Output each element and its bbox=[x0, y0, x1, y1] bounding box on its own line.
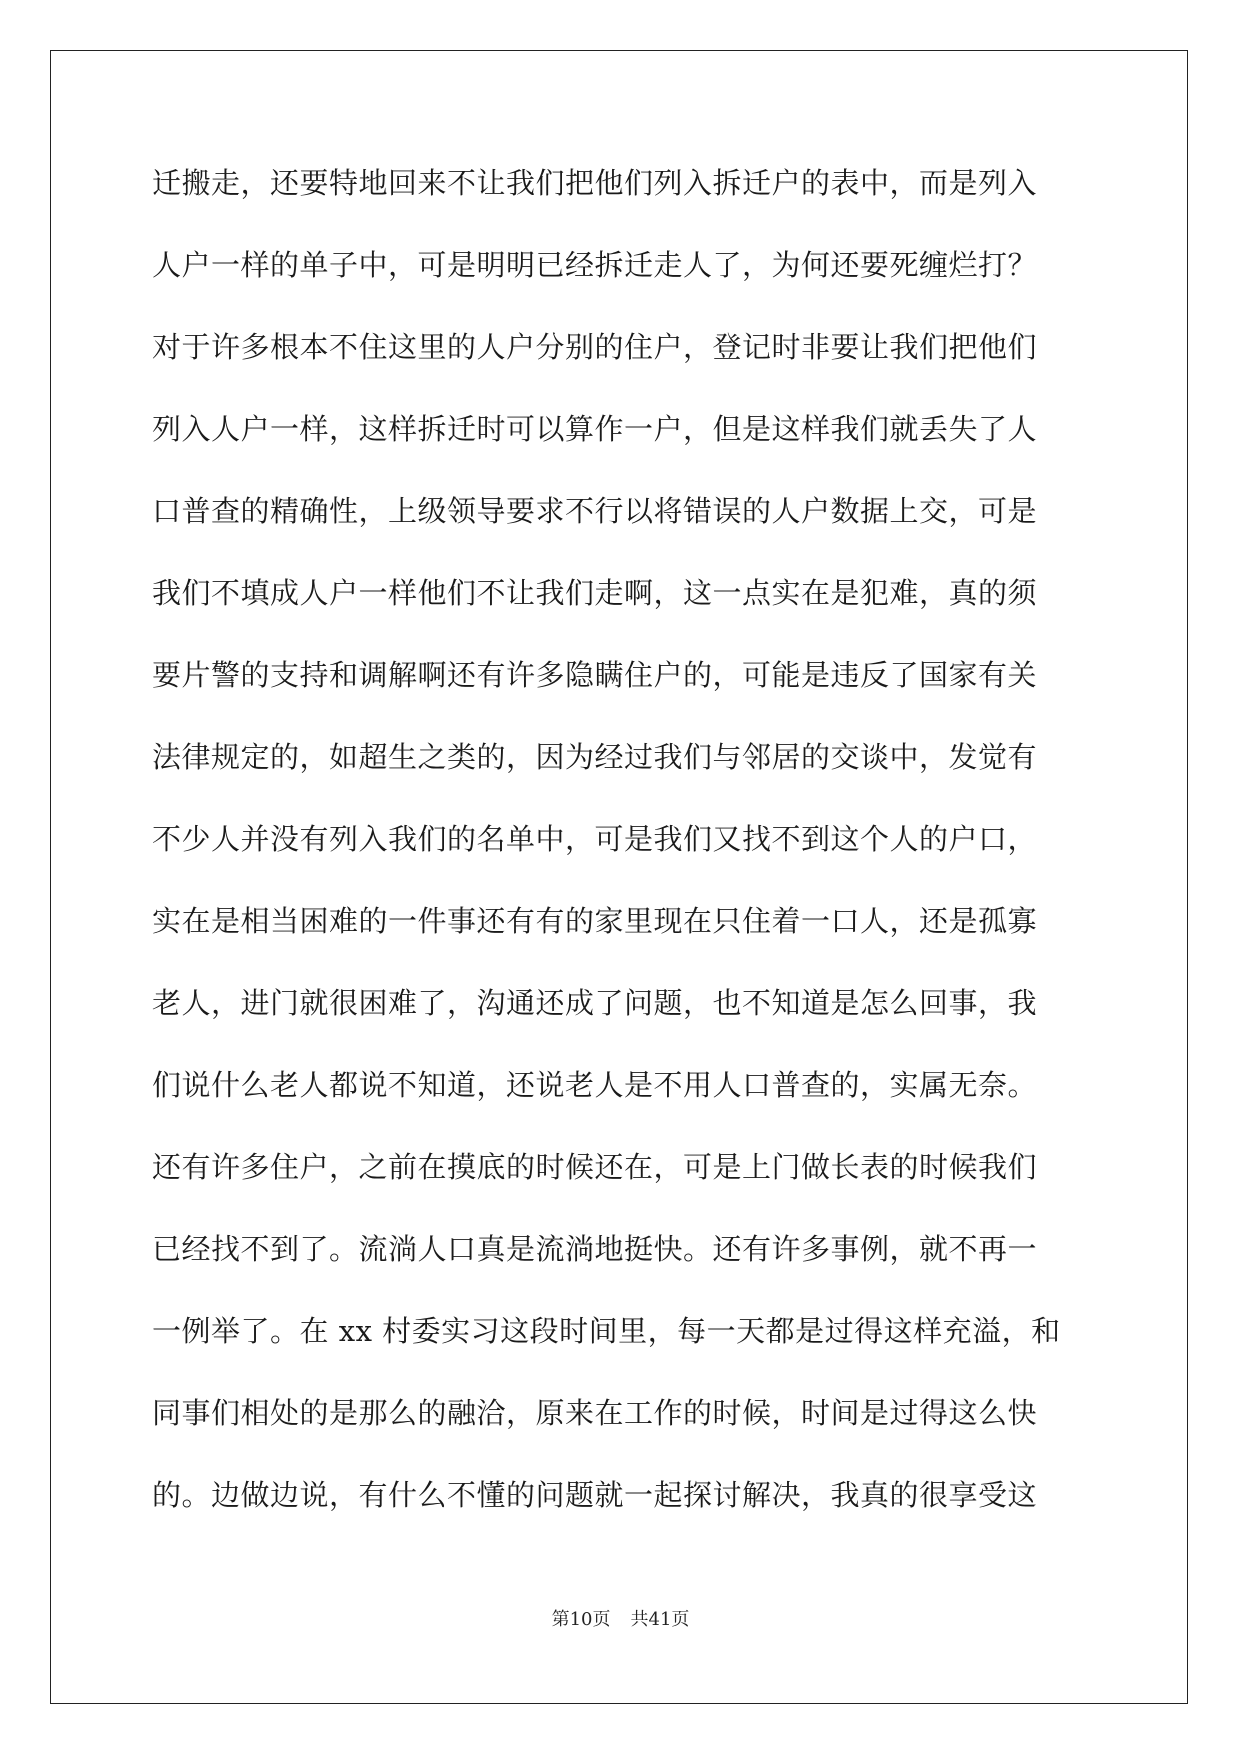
text-line: 的。边做边说，有什么不懂的问题就一起探讨解决，我真的很享受这 bbox=[152, 1478, 1038, 1512]
body-text bbox=[152, 163, 1092, 1557]
text-line: 对于许多根本不住这里的人户分别的住户，登记时非要让我们把他们 bbox=[152, 330, 1038, 364]
text-line: 法律规定的，如超生之类的，因为经过我们与邻居的交谈中，发觉有 bbox=[152, 740, 1038, 774]
text-line: 我们不填成人户一样他们不让我们走啊，这一点实在是犯难，真的须 bbox=[152, 576, 1038, 610]
text-line: 列入人户一样，这样拆迁时可以算作一户，但是这样我们就丢失了人 bbox=[152, 412, 1038, 446]
text-line: 迁搬走，还要特地回来不让我们把他们列入拆迁户的表中，而是列入 bbox=[152, 166, 1038, 200]
text-line: 已经找不到了。流淌人口真是流淌地挺快。还有许多事例，就不再一 bbox=[152, 1232, 1038, 1266]
text-line: 口普查的精确性，上级领导要求不行以将错误的人户数据上交，可是 bbox=[152, 494, 1038, 528]
text-line: 实在是相当困难的一件事还有有的家里现在只住着一口人，还是孤寡 bbox=[152, 904, 1038, 938]
text-line: 一例举了。在 xx 村委实习这段时间里，每一天都是过得这样充溢，和 bbox=[152, 1314, 1061, 1348]
page-number: 第10页 bbox=[551, 1609, 611, 1630]
text-line: 老人，进门就很困难了，沟通还成了问题，也不知道是怎么回事，我 bbox=[152, 986, 1038, 1020]
text-line: 们说什么老人都说不知道，还说老人是不用人口普查的，实属无奈。 bbox=[152, 1068, 1038, 1102]
text-line: 人户一样的单子中，可是明明已经拆迁走人了，为何还要死缠烂打？ bbox=[152, 248, 1038, 282]
page-footer bbox=[0, 1609, 1241, 1631]
text-line: 不少人并没有列入我们的名单中，可是我们又找不到这个人的户口， bbox=[152, 822, 1038, 856]
text-line: 同事们相处的是那么的融洽，原来在工作的时候，时间是过得这么快 bbox=[152, 1396, 1038, 1430]
text-line: 还有许多住户，之前在摸底的时候还在，可是上门做长表的时候我们 bbox=[152, 1150, 1038, 1184]
text-line: 要片警的支持和调解啊还有许多隐瞒住户的，可能是违反了国家有关 bbox=[152, 658, 1038, 692]
page-total: 共41页 bbox=[630, 1609, 690, 1630]
